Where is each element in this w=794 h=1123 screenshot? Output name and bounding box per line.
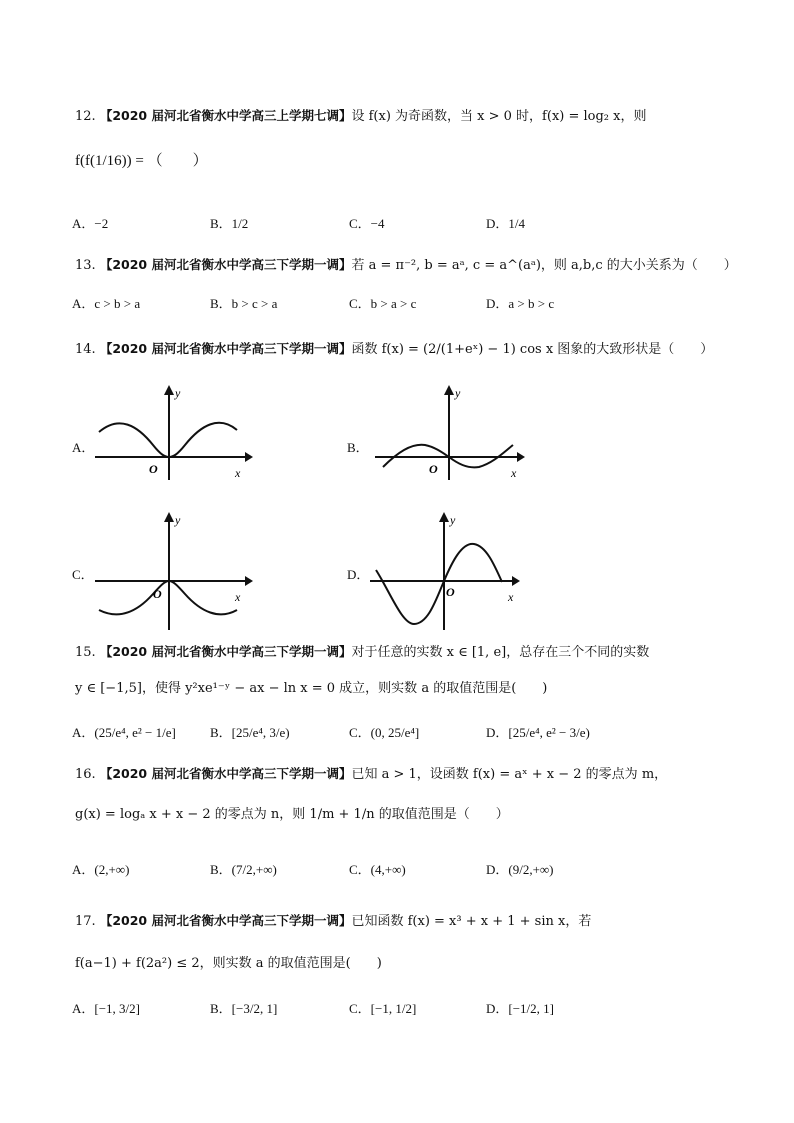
q13-option-c: C．b > a > c — [349, 296, 417, 311]
q17-option-c: C．[−1, 1/2] — [349, 1001, 417, 1016]
q13-text: 若 a = π⁻², b = aᵃ, c = a^(aᵃ)，则 a,b,c 的大小关系为（ ） — [351, 258, 737, 273]
q17-number: 17. — [75, 914, 96, 929]
graph-d-origin: O — [446, 585, 455, 599]
graph-c-x-label: x — [235, 590, 241, 604]
graph-a — [95, 385, 255, 480]
graph-b-x-arrow — [517, 452, 525, 462]
graph-a-x-label: x — [235, 466, 241, 480]
q16-text: 已知 a > 1，设函数 f(x) = aˣ + x − 2 的零点为 m， — [351, 767, 668, 782]
q13-option-a: A．c > b > a — [72, 296, 141, 311]
q12-option-d: D．1/4 — [486, 216, 526, 231]
graph-c-x-arrow — [245, 576, 253, 586]
q12-option-b: B．1/2 — [210, 216, 249, 231]
q16-option-c: C．(4,+∞) — [349, 862, 406, 877]
graph-d-curve — [376, 544, 502, 624]
q16-option-b: B．(7/2,+∞) — [210, 862, 277, 877]
q14-option-b: B． — [347, 440, 369, 455]
q15-number: 15. — [75, 645, 96, 660]
q12-option-a: A．−2 — [72, 216, 109, 231]
q17-option-a: A．[−1, 3/2] — [72, 1001, 140, 1016]
q14-source: 【2020 届河北省衡水中学高三下学期一调】 — [99, 341, 352, 356]
q14-option-a: A． — [72, 440, 95, 455]
q17-option-d: D．[−1/2, 1] — [486, 1001, 554, 1016]
graph-a-x-arrow — [245, 452, 253, 462]
question-13 — [75, 256, 737, 275]
question-14 — [75, 340, 713, 359]
q15-option-c: C．(0, 25/e⁴] — [349, 725, 420, 740]
graph-d-y-label: y — [450, 513, 456, 527]
q17-text: 已知函数 f(x) = x³ + x + 1 + sin x，若 — [351, 914, 592, 929]
graph-b-origin: O — [429, 462, 438, 476]
q14-text: 函数 f(x) = (2/(1+eˣ) − 1) cos x 图象的大致形状是（ ） — [351, 342, 714, 357]
q14-option-d: D． — [347, 567, 370, 582]
q16-number: 16. — [75, 767, 96, 782]
q15-text: 对于任意的实数 x ∈ [1, e]，总存在三个不同的实数 — [351, 645, 650, 660]
q13-number: 13. — [75, 258, 96, 273]
q16-option-a: A．(2,+∞) — [72, 862, 130, 877]
q12-number: 12. — [75, 109, 96, 124]
q15-source: 【2020 届河北省衡水中学高三下学期一调】 — [99, 644, 352, 659]
graph-b — [375, 385, 530, 480]
graph-c-y-label: y — [175, 513, 181, 527]
q17-line2: f(a−1) + f(2a²) ≤ 2，则实数 a 的取值范围是( ) — [75, 956, 382, 971]
graph-b-y-arrow — [444, 385, 454, 395]
q12-text: 设 f(x) 为奇函数，当 x > 0 时，f(x) = log₂ x，则 — [351, 109, 647, 124]
question-16-line2 — [75, 806, 509, 824]
q15-option-d: D．[25/e⁴, e² − 3/e) — [486, 725, 590, 740]
graph-d-x-label: x — [508, 590, 514, 604]
q14-number: 14. — [75, 342, 96, 357]
q16-line2: g(x) = logₐ x + x − 2 的零点为 n，则 1/m + 1/n 的取值范围是（ ） — [75, 807, 509, 822]
q12-line2: f(f(1/16)) = （ ） — [75, 153, 208, 169]
graph-c-y-arrow — [164, 512, 174, 522]
question-16 — [75, 765, 667, 784]
graph-d-x-arrow — [512, 576, 520, 586]
graph-d-y-arrow — [439, 512, 449, 522]
q14-option-c: C． — [72, 567, 94, 582]
question-15-line2 — [75, 680, 547, 698]
graph-c — [95, 512, 255, 630]
q15-option-a: A．(25/e⁴, e² − 1/e] — [72, 725, 176, 740]
graph-a-y-arrow — [164, 385, 174, 395]
question-17-line2 — [75, 955, 382, 973]
q13-source: 【2020 届河北省衡水中学高三下学期一调】 — [99, 257, 352, 272]
graph-d — [370, 512, 530, 630]
q13-option-d: D．a > b > c — [486, 296, 555, 311]
q12-source: 【2020 届河北省衡水中学高三上学期七调】 — [99, 108, 352, 123]
q16-source: 【2020 届河北省衡水中学高三下学期一调】 — [99, 766, 352, 781]
question-12 — [75, 107, 647, 126]
q13-option-b: B．b > c > a — [210, 296, 278, 311]
q15-line2: y ∈ [−1,5]，使得 y²xe¹⁻ʸ − ax − ln x = 0 成立，则实数 a 的取值范围是( ) — [75, 681, 548, 696]
q12-option-c: C．−4 — [349, 216, 385, 231]
q17-option-b: B．[−3/2, 1] — [210, 1001, 278, 1016]
graph-c-origin: O — [153, 587, 162, 601]
graph-a-y-label: y — [175, 386, 181, 400]
q17-source: 【2020 届河北省衡水中学高三下学期一调】 — [99, 913, 352, 928]
graph-b-y-label: y — [455, 386, 461, 400]
question-15 — [75, 643, 649, 662]
q15-option-b: B．[25/e⁴, 3/e) — [210, 725, 290, 740]
graph-a-origin: O — [149, 462, 158, 476]
question-17 — [75, 912, 591, 931]
q16-option-d: D．(9/2,+∞) — [486, 862, 554, 877]
graph-b-x-label: x — [511, 466, 517, 480]
question-12-line2 — [75, 152, 208, 171]
